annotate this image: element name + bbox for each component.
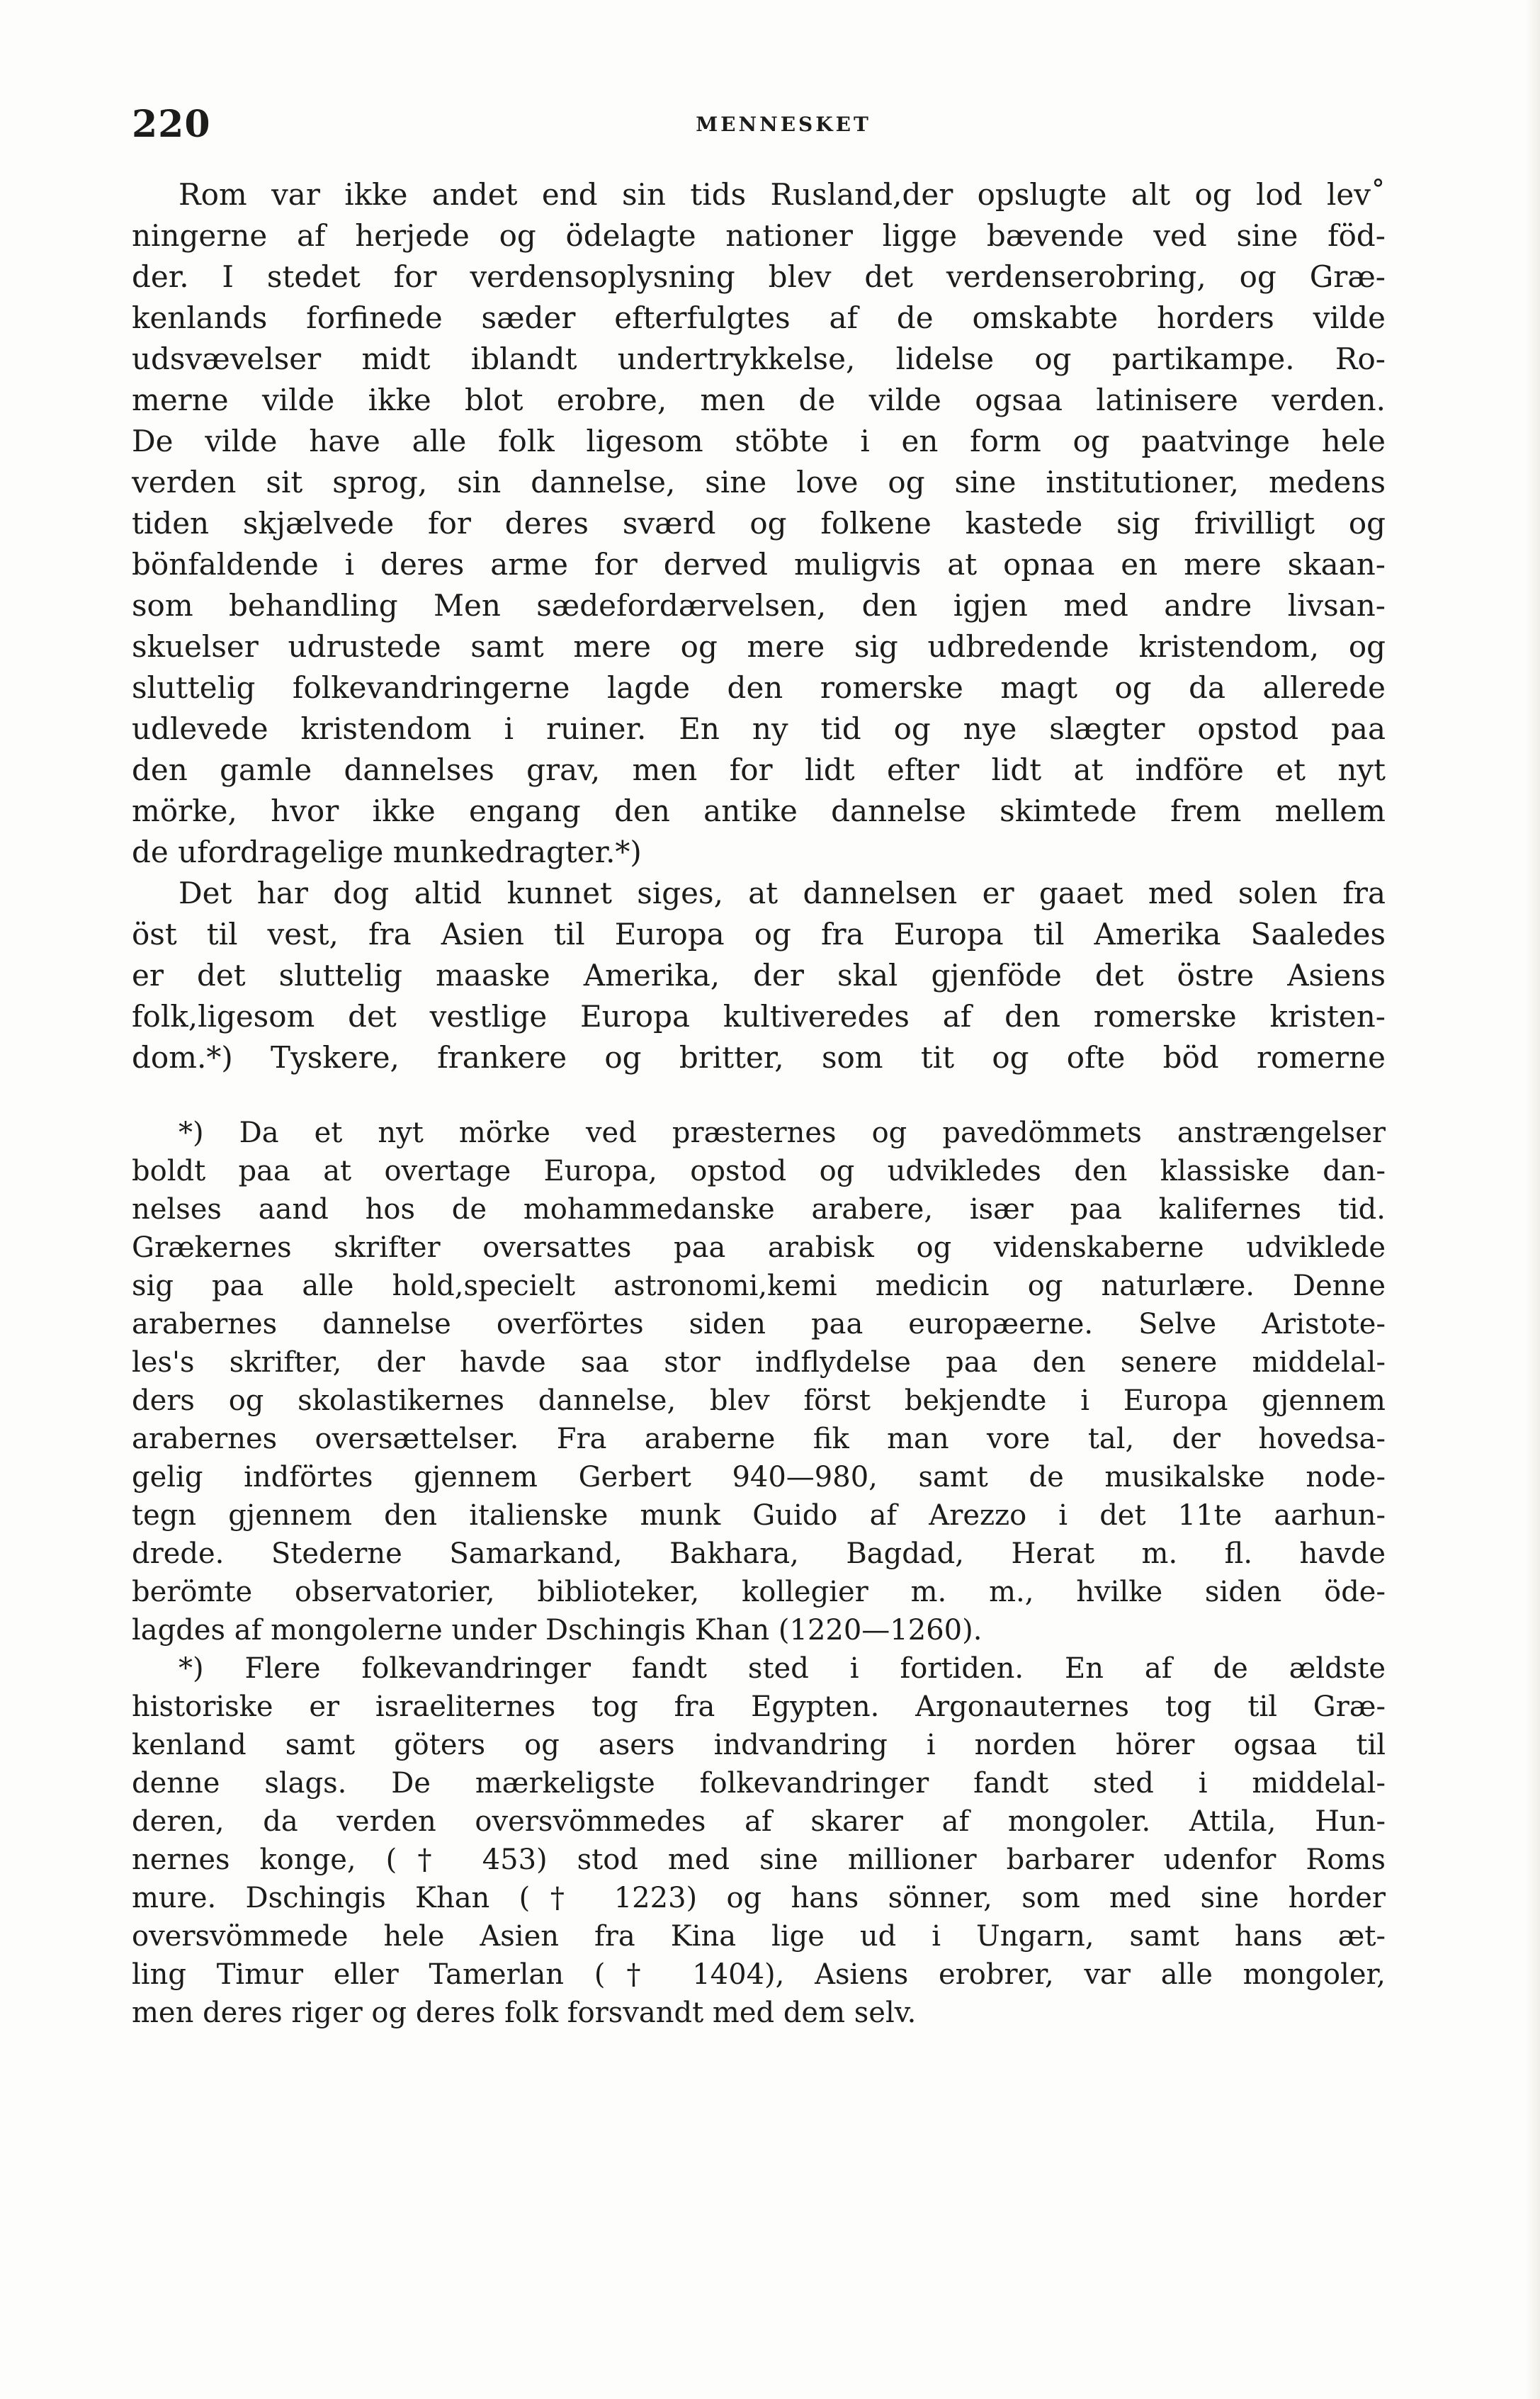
body-line: folk,ligesom det vestlige Europa kultiveredes af den romerske kristen- [132,999,1386,1034]
footnote-line: kenland samt göters og asers indvandring i norden hörer ogsaa til [132,1729,1386,1761]
footnote-line: ling Timur eller Tamerlan († 1404), Asiens erobrer, var alle mongoler, [132,1958,1386,1991]
body-line: Det har dog altid kunnet siges, at dannelsen er gaaet med solen fra [179,876,1386,910]
body-line: verden sit sprog, sin dannelse, sine love og sine institutioner, medens [132,465,1386,499]
footnote-line: gelig indförtes gjennem Gerbert 940—980, samt de musikalske node- [132,1461,1386,1494]
footnote-line: berömte observatorier, biblioteker, kollegier m. m., hvilke siden öde- [132,1576,1386,1608]
footnote-line: deren, da verden oversvömmedes af skarer af mongoler. Attila, Hun- [132,1805,1386,1838]
footnote-line: lagdes af mongolerne under Dschingis Khan (1220—1260). [132,1614,983,1647]
footnote-line: sig paa alle hold,specielt astronomi,kemi medicin og naturlære. Denne [132,1270,1386,1302]
body-line: dom.*) Tyskere, frankere og britter, som tit og ofte böd romerne [132,1040,1386,1075]
footnote-line: boldt paa at overtage Europa, opstod og udvikledes den klassiske dan- [132,1155,1386,1187]
body-line: som behandling Men sædefordærvelsen, den igjen med andre livsan- [132,588,1386,623]
running-head [132,96,1407,153]
footnote-line: Grækernes skrifter oversattes paa arabisk og videnskaberne udviklede [132,1231,1386,1264]
footnote-line: arabernes oversættelser. Fra araberne fik man vore tal, der hovedsa- [132,1423,1386,1455]
body-line: merne vilde ikke blot erobre, men de vilde ogsaa latinisere verden. [132,383,1386,417]
body-line: skuelser udrustede samt mere og mere sig udbredende kristendom, og [132,629,1386,664]
body-line: sluttelig folkevandringerne lagde den romerske magt og da allerede [132,670,1386,705]
body-line: de ufordragelige munkedragter.*) [132,835,642,869]
body-line: ningerne af herjede og ödelagte nationer ligge bævende ved sine föd- [132,218,1386,253]
body-line: Rom var ikke andet end sin tids Rusland,der opslugte alt og lod lev˚ [179,177,1386,212]
body-line: kenlands forfinede sæder efterfulgtes af de omskabte horders vilde [132,300,1386,335]
footnote-line: nelses aand hos de mohammedanske arabere, især paa kalifernes tid. [132,1193,1386,1226]
body-line: mörke, hvor ikke engang den antike dannelse skimtede frem mellem [132,794,1386,828]
body-line: bönfaldende i deres arme for derved muligvis at opnaa en mere skaan- [132,547,1386,582]
page-number: 220 [132,103,211,146]
footnote-line: les's skrifter, der havde saa stor indflydelse paa den senere middelal- [132,1346,1386,1379]
running-title: MENNESKET [696,113,871,136]
footnote-line: oversvömmede hele Asien fra Kina lige ud i Ungarn, samt hans æt- [132,1920,1386,1953]
footnote-line: *) Da et nyt mörke ved præsternes og pavedömmets anstrængelser [179,1117,1386,1149]
footnote-line: historiske er israeliternes tog fra Egypten. Argonauternes tog til Græ- [132,1690,1386,1723]
footnote-line: denne slags. De mærkeligste folkevandringer fandt sted i middelal- [132,1767,1386,1800]
footnote-line: men deres riger og deres folk forsvandt med dem selv. [132,1997,917,2029]
footnote-line: nernes konge, († 453) stod med sine millioner barbarer udenfor Roms [132,1844,1386,1876]
footnote-line: mure. Dschingis Khan († 1223) og hans sönner, som med sine horder [132,1882,1386,1914]
body-line: er det sluttelig maaske Amerika, der skal gjenföde det östre Asiens [132,958,1386,993]
body-line: den gamle dannelses grav, men for lidt efter lidt at indföre et nyt [132,752,1386,787]
body-line: öst til vest, fra Asien til Europa og fra Europa til Amerika Saaledes [132,917,1386,952]
body-line: udsvævelser midt iblandt undertrykkelse, lidelse og partikampe. Ro- [132,341,1386,376]
page-edge-shadow [1526,0,1540,2399]
footnote-line: tegn gjennem den italienske munk Guido af Arezzo i det 11te aarhun- [132,1499,1386,1532]
body-line: tiden skjælvede for deres sværd og folkene kastede sig frivilligt og [132,506,1386,541]
body-line: De vilde have alle folk ligesom stöbte i en form og paatvinge hele [132,424,1386,458]
footnote-line: *) Flere folkevandringer fandt sted i fortiden. En af de ældste [179,1652,1386,1685]
footnote-line: arabernes dannelse overförtes siden paa europæerne. Selve Aristote- [132,1308,1386,1340]
body-line: der. I stedet for verdensoplysning blev det verdenserobring, og Græ- [132,259,1386,294]
footnote-line: ders og skolastikernes dannelse, blev först bekjendte i Europa gjennem [132,1384,1386,1417]
body-line: udlevede kristendom i ruiner. En ny tid og nye slægter opstod paa [132,711,1386,746]
footnote-line: drede. Stederne Samarkand, Bakhara, Bagdad, Herat m. fl. havde [132,1537,1386,1570]
